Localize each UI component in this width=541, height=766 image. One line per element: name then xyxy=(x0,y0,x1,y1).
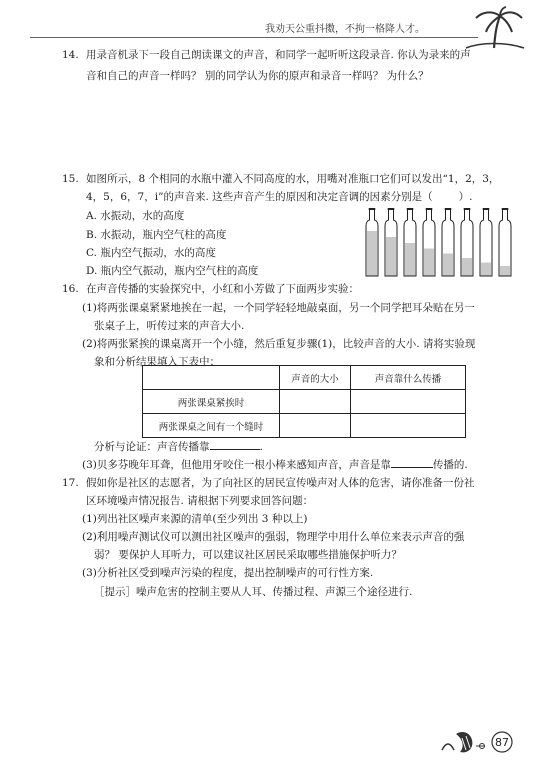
table-cell[interactable] xyxy=(280,390,351,414)
table-header-cell xyxy=(143,366,280,390)
bottle-lip xyxy=(426,208,433,210)
table-header-row xyxy=(143,366,466,390)
table-row-label: 两张课桌紧挨时 xyxy=(143,390,280,414)
water-level xyxy=(481,263,491,277)
q16-number: 16. xyxy=(62,283,79,295)
q16-line-1: 16. 在声音传播的实验探究中，小红和小芳做了下面两步实验： xyxy=(62,283,359,295)
water-bottle xyxy=(404,208,416,276)
table-row xyxy=(143,414,466,438)
bottle-lip xyxy=(445,208,452,210)
water-bottle xyxy=(461,208,473,276)
q15-option-d: D. 瓶内空气振动，瓶内空气柱的高度 xyxy=(86,265,259,277)
bottle-lip xyxy=(369,208,376,210)
q16-line-2: (1)将两张课桌紧紧地挨在一起，一个同学轻轻地敲桌面，另一个同学把耳朵贴在另一 xyxy=(82,302,475,314)
q14-line-2: 音和自己的声音一样吗？ 别的同学认为你的原声和录音一样吗？ 为什么？ xyxy=(86,70,429,82)
water-level xyxy=(386,237,396,276)
water-bottle xyxy=(499,208,511,276)
q14-line-1: 14. 用录音机录下一段自己朗读课文的声音，和同学一起听听这段录音. 你认为录来的声 xyxy=(62,49,471,61)
table-cell[interactable] xyxy=(351,390,466,414)
water-level xyxy=(405,243,415,276)
water-bottle xyxy=(480,208,492,276)
water-level xyxy=(443,254,453,277)
water-bottle xyxy=(423,208,435,276)
table-header-cell: 声音靠什么传播 xyxy=(351,366,466,390)
q15-option-c: C. 瓶内空气振动，水的高度 xyxy=(86,247,216,259)
water-level xyxy=(424,249,434,277)
q17-number: 17. xyxy=(62,477,79,489)
palm-tree-icon xyxy=(456,6,526,50)
q16-part3: (3)贝多芬晚年耳聋，但他用牙咬住一根小棒来感知声音，声音是靠 传播的. xyxy=(82,459,468,471)
bottle-lip xyxy=(502,208,509,210)
q15-number: 15. xyxy=(62,173,79,185)
q16-line-5: 象和分析结果填入下表中： xyxy=(94,356,220,368)
q17-line-4: (2)利用噪声测试仪可以测出社区噪声的强弱，物理学中用什么单位来表示声音的强 xyxy=(82,531,465,543)
q17-line-1: 17. 假如你是社区的志愿者，为了向社区的居民宣传噪声对人体的危害，请你准备一份社 xyxy=(62,477,475,489)
footer-decoration-icon xyxy=(440,728,530,756)
q17-line-2: 区环境噪声情况报告. 请根据下列要求回答问题： xyxy=(86,495,314,507)
bottle-lip xyxy=(407,208,414,210)
bottle-lip xyxy=(483,208,490,210)
q16-line-4: (2)将两张紧挨的课桌离开一个小缝，然后重复步骤(1)，比较声音的大小. 请将实验现 xyxy=(82,338,476,350)
water-level xyxy=(500,266,510,276)
water-level xyxy=(367,231,377,276)
table-header-cell: 声音的大小 xyxy=(280,366,351,390)
q14-number: 14. xyxy=(62,49,79,61)
part3-blank[interactable] xyxy=(391,457,433,468)
table-row xyxy=(143,390,466,414)
bottle-outline xyxy=(499,208,511,276)
table-row-label: 两张课桌之间有一个缝时 xyxy=(143,414,280,438)
table-cell[interactable] xyxy=(351,414,466,438)
bottle-lip xyxy=(388,208,395,210)
water-bottle xyxy=(385,208,397,276)
q15-option-a: A. 水振动，水的高度 xyxy=(86,210,185,222)
bottles-illustration xyxy=(364,206,516,278)
table-cell[interactable] xyxy=(280,414,351,438)
q17-line-3: (1)列出社区噪声来源的清单(至少列出 3 种以上) xyxy=(82,513,308,525)
water-bottle xyxy=(366,208,378,276)
q17-line-5: 弱？ 要保护人耳听力，可以建议社区居民采取哪些措施保护听力？ xyxy=(94,549,402,561)
q15-option-b: B. 水振动，瓶内空气柱的高度 xyxy=(86,229,227,241)
q16-analysis: 分析与论证：声音传播靠 . xyxy=(94,441,263,453)
page-number: 87 xyxy=(495,736,509,749)
analysis-blank[interactable] xyxy=(210,439,260,450)
header-motto: 我劝天公重抖擞，不拘一格降人才。 xyxy=(265,24,425,35)
q15-line-1: 15. 如图所示，8 个相同的水瓶中灌入不同高度的水，用嘴对准瓶口它们可以发出“1，2，3， xyxy=(62,173,500,185)
q17-line-6: (3)分析社区受到噪声污染的程度，提出控制噪声的可行性方案. xyxy=(82,567,374,579)
bottle-lip xyxy=(464,208,471,210)
q15-line-2: 4，5，6，7，i”的声音来. 这些声音产生的原因和决定音调的因素分别是（ ）. xyxy=(86,191,473,203)
water-bottle xyxy=(442,208,454,276)
q16-line-3: 张桌子上，听传过来的声音大小. xyxy=(94,320,245,332)
header-rule xyxy=(30,37,478,38)
q17-hint: ［提示］噪声危害的控制主要从人耳、传播过程、声源三个途径进行. xyxy=(94,586,413,598)
results-table xyxy=(142,365,466,438)
water-level xyxy=(462,258,472,276)
